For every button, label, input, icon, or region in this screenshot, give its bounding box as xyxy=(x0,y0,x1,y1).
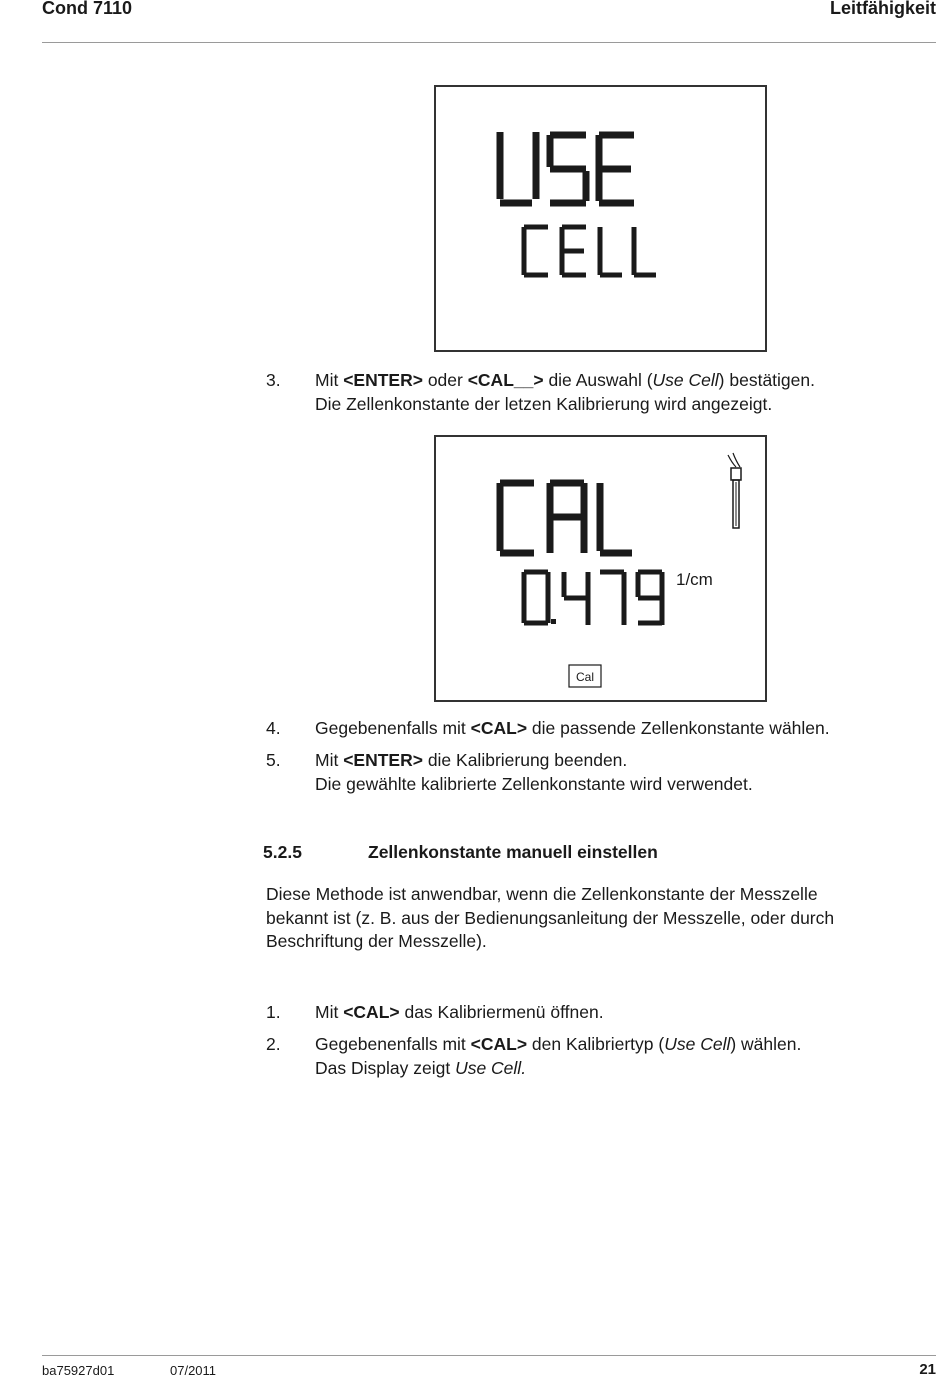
lcd-text-use xyxy=(500,132,634,203)
lcd-display-use-cell xyxy=(434,85,767,352)
key-cal: <CAL__> xyxy=(467,370,544,390)
section-title: Zellenkonstante manuell einstellen xyxy=(368,842,658,862)
footer-date: 07/2011 xyxy=(170,1363,217,1378)
footer-doc-number: ba75927d01 xyxy=(42,1363,115,1378)
cal-badge: Cal xyxy=(575,670,595,684)
key-cal: <CAL> xyxy=(343,1002,400,1022)
key-enter: <ENTER> xyxy=(343,750,423,770)
header-divider xyxy=(42,42,936,43)
lcd-value-digits xyxy=(524,572,662,625)
lcd-text-cell xyxy=(524,227,656,275)
lcd-text-cal xyxy=(500,483,632,553)
lcd-unit: 1/cm xyxy=(676,570,713,589)
key-cal: <CAL> xyxy=(470,718,528,738)
key-cal: <CAL> xyxy=(470,1034,528,1054)
footer-divider xyxy=(42,1355,936,1356)
page-number: 21 xyxy=(919,1361,936,1378)
header-title: Cond 7110 xyxy=(42,0,133,18)
intro-paragraph: Diese Methode ist anwendbar, wenn die Zellenkonstante der Messzelle bekannt ist (z. B. aus der Bedienungsanleitung der Messzelle, oder durch Beschriftung der Messzelle). xyxy=(266,884,835,951)
lcd-segments xyxy=(436,437,769,704)
conductivity-probe-icon xyxy=(728,453,741,528)
key-enter: <ENTER> xyxy=(343,370,423,390)
lcd-segments xyxy=(436,87,769,354)
header-chapter: Leitfähigkeit xyxy=(829,0,936,18)
section-number: 5.2.5 xyxy=(263,842,302,862)
lcd-display-cal xyxy=(434,435,767,702)
